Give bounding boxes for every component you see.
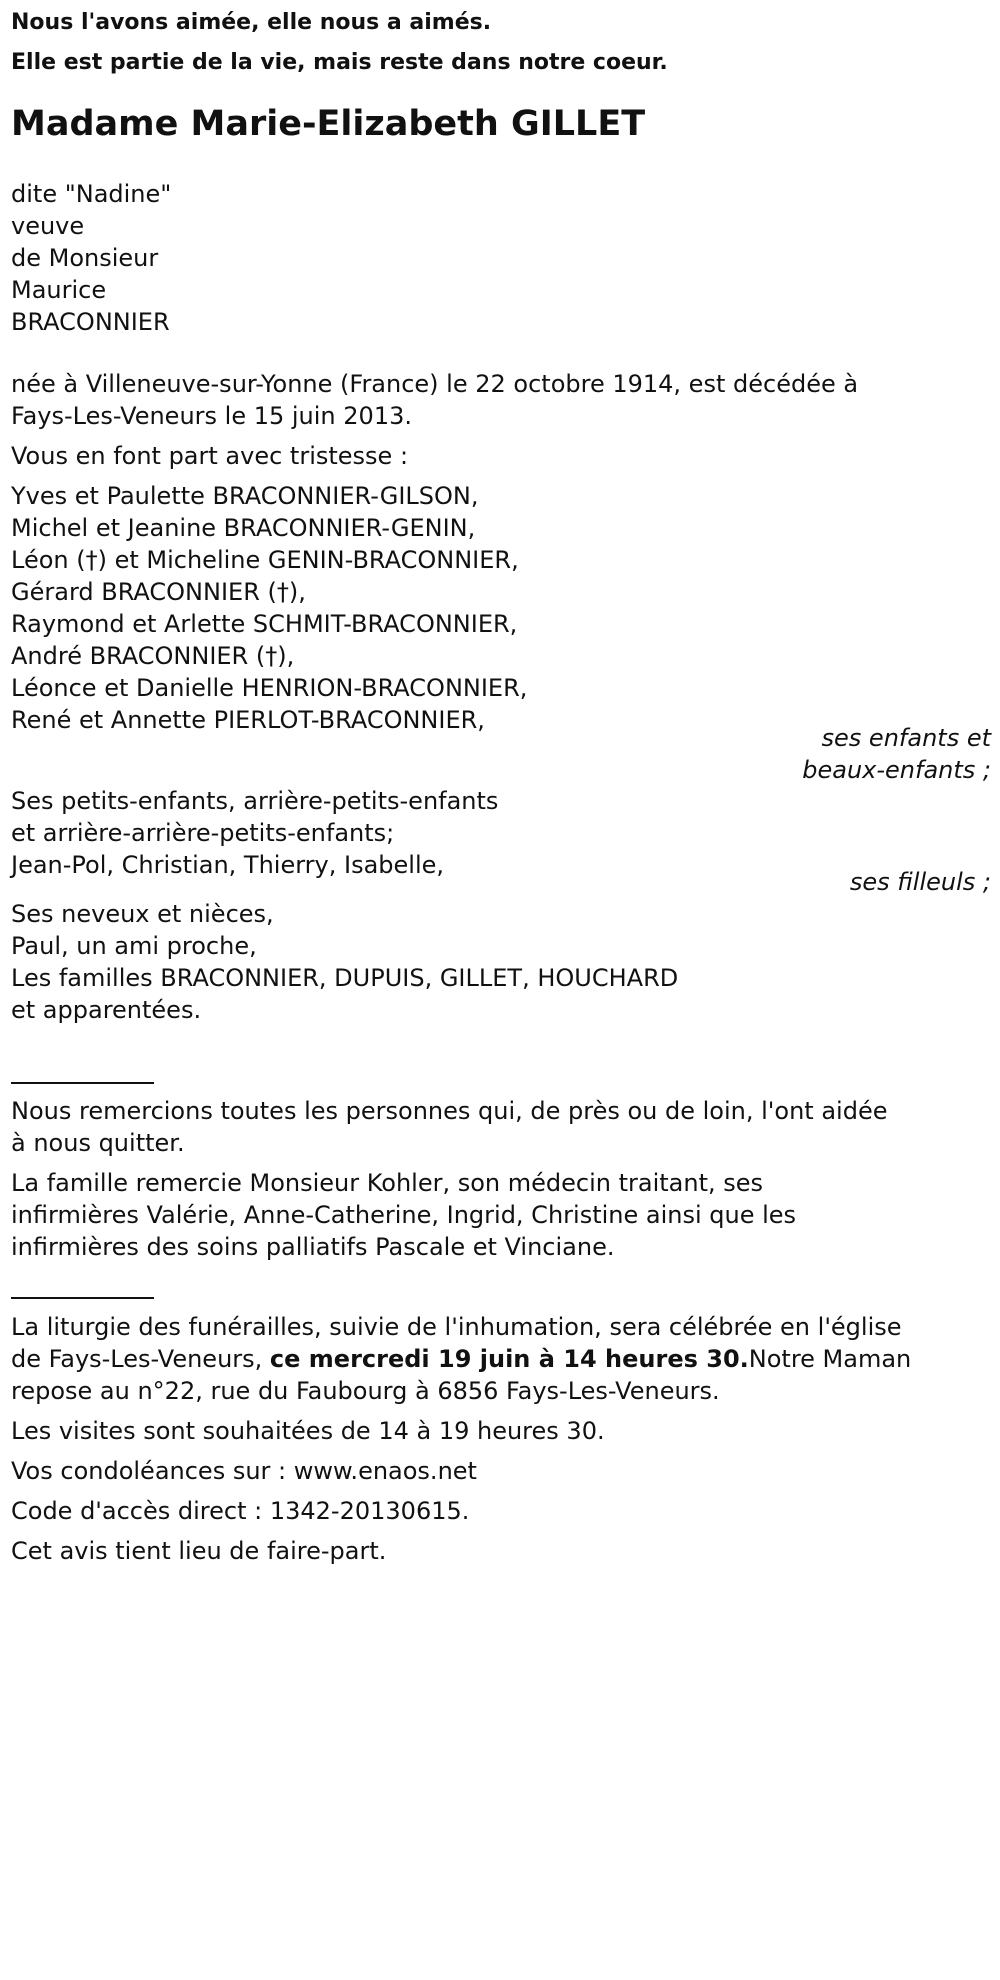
funeral-line-1: La liturgie des funérailles, suivie de l'inhumation, sera célébrée en l'église (11, 1313, 902, 1341)
funeral-date-time: ce mercredi 19 juin à 14 heures 30. (269, 1345, 749, 1373)
relatives-line-3: Les familles BRACONNIER, DUPUIS, GILLET, HOUCHARD (11, 964, 679, 992)
godchildren-label: ses filleuls ; (849, 868, 991, 896)
separator-line (11, 1297, 154, 1299)
detail-line-5: BRACONNIER (11, 308, 170, 336)
thanks-line-1: Nous remercions toutes les personnes qui, de près ou de loin, l'ont aidée (11, 1097, 888, 1125)
detail-line-2: veuve (11, 212, 85, 240)
detail-line-4: Maurice (11, 276, 107, 304)
intro-line-2: Elle est partie de la vie, mais reste dans notre coeur. (11, 50, 668, 75)
funeral-location-text: de Fays-Les-Veneurs, (11, 1345, 270, 1373)
funeral-location-suffix: Notre Maman (748, 1345, 912, 1373)
detail-line-3: de Monsieur (11, 244, 159, 272)
birth-death-line-2: Fays-Les-Veneurs le 15 juin 2013. (11, 402, 412, 430)
grandchildren-line-2: et arrière-arrière-petits-enfants; (11, 819, 395, 847)
children-label-line-2: beaux-enfants ; (802, 756, 991, 784)
child-line: Yves et Paulette BRACONNIER-GILSON, (11, 482, 479, 510)
children-label-line-1: ses enfants et (821, 724, 991, 752)
detail-line-1: dite "Nadine" (11, 180, 172, 208)
medical-thanks-line-2: infirmières Valérie, Anne-Catherine, Ingrid, Christine ainsi que les (11, 1201, 797, 1229)
intro-line-1: Nous l'avons aimée, elle nous a aimés. (11, 10, 492, 35)
announcement-line: Vous en font part avec tristesse : (11, 442, 409, 470)
child-line: Léon (†) et Micheline GENIN-BRACONNIER, (11, 546, 519, 574)
separator-line (11, 1082, 154, 1084)
child-line: Michel et Jeanine BRACONNIER-GENIN, (11, 514, 476, 542)
relatives-line-2: Paul, un ami proche, (11, 932, 257, 960)
grandchildren-line-3: Jean-Pol, Christian, Thierry, Isabelle, (11, 851, 445, 879)
child-line: Gérard BRACONNIER (†), (11, 578, 306, 606)
thanks-line-2: à nous quitter. (11, 1129, 185, 1157)
medical-thanks-line-1: La famille remercie Monsieur Kohler, son médecin traitant, ses (11, 1169, 764, 1197)
child-line: André BRACONNIER (†), (11, 642, 295, 670)
access-code-line: Code d'accès direct : 1342-20130615. (11, 1497, 470, 1525)
funeral-line-2 (11, 1344, 911, 1374)
funeral-line-3: repose au n°22, rue du Faubourg à 6856 Fays-Les-Veneurs. (11, 1377, 720, 1405)
relatives-line-1: Ses neveux et nièces, (11, 900, 274, 928)
relatives-line-4: et apparentées. (11, 996, 202, 1024)
child-line: Léonce et Danielle HENRION-BRACONNIER, (11, 674, 528, 702)
child-line: Raymond et Arlette SCHMIT-BRACONNIER, (11, 610, 518, 638)
grandchildren-line-1: Ses petits-enfants, arrière-petits-enfants (11, 787, 499, 815)
birth-death-line-1: née à Villeneuve-sur-Yonne (France) le 22 octobre 1914, est décédée à (11, 370, 859, 398)
visits-line: Les visites sont souhaitées de 14 à 19 heures 30. (11, 1417, 605, 1445)
page-title: Madame Marie-Elizabeth GILLET (11, 104, 646, 144)
child-line: René et Annette PIERLOT-BRACONNIER, (11, 706, 485, 734)
medical-thanks-line-3: infirmières des soins palliatifs Pascale et Vinciane. (11, 1233, 615, 1261)
closing-line: Cet avis tient lieu de faire-part. (11, 1537, 387, 1565)
condolences-line: Vos condoléances sur : www.enaos.net (11, 1457, 477, 1485)
